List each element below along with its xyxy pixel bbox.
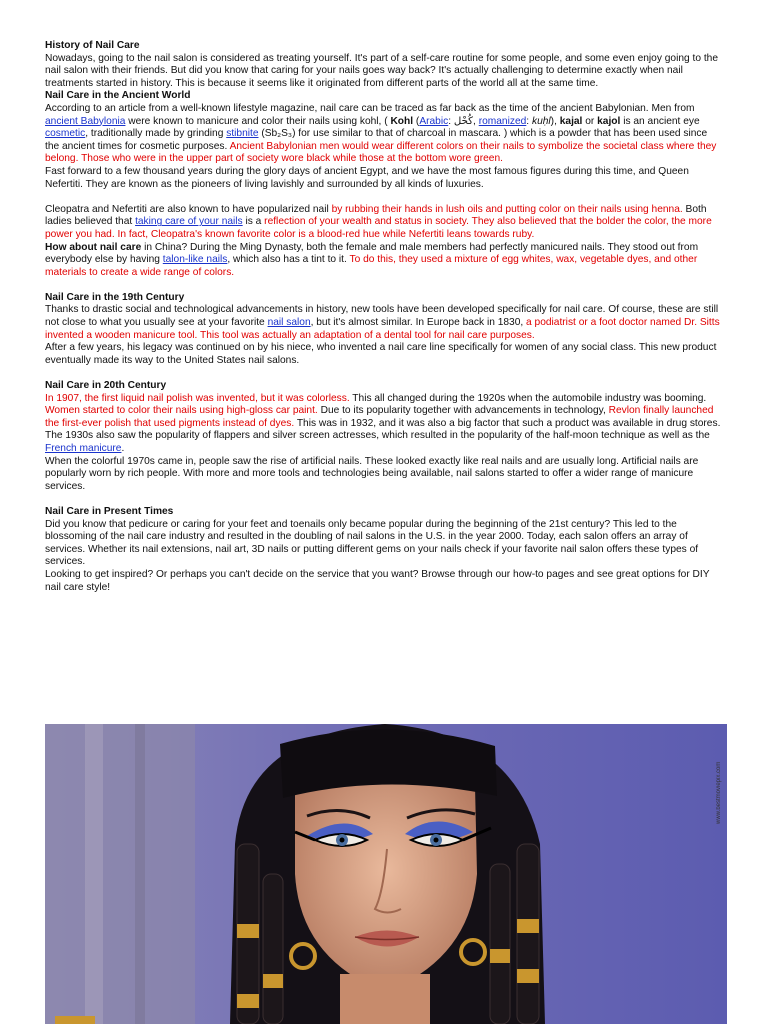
article-body bbox=[45, 40, 723, 594]
ancient-paragraph-3: Cleopatra and Nefertiti are also known to have popularized nail by rubbing their hands in lush oils and putting color on their nails using henna. Both ladies believed that taking care of your nails is a reflection of your wealth and status in society. They also believed that the bolder the color, the more power you had. In fact, Cleopatra's known favorite color is a blood-red hue while Nefertiti leans towards ruby. bbox=[45, 203, 712, 240]
ancient-paragraph-4: How about nail care in China? During the Ming Dynasty, both the female and male members had perfectly manicured nails. They stood out from everybody else by having talon-like nails, which also has a tint to it. To do this, they used a mixture of egg whites, wax, vegetable dyes, and other materials to create a wide range of colors. bbox=[45, 241, 699, 278]
link-ancient-babylonia[interactable]: ancient Babylonia bbox=[45, 115, 126, 127]
link-romanized[interactable]: romanized bbox=[478, 115, 527, 127]
ancient-paragraph-2: Fast forward to a few thousand years during the glory days of ancient Egypt, and we have the most famous figures during this time, and Queen Nefertiti. They are known as the pioneers of living lavishly and surrounded by all kinds of luxuries. bbox=[45, 165, 689, 190]
heading-ancient: Nail Care in the Ancient World bbox=[45, 90, 191, 102]
heading-present-times: Nail Care in Present Times bbox=[45, 505, 174, 517]
link-nail-salon[interactable]: nail salon bbox=[267, 317, 311, 329]
history-paragraph: Nowadays, going to the nail salon is considered as treating yourself. It's part of a self-care routine for some people, and some even enjoy going to the nail salon with their friends. But did you know that caring for your nails goes way back? It's actually challenging to determine exactly when nail treatments started in history. This is because it seems like it originated from different parts of the world all at the same time. bbox=[45, 52, 719, 89]
ancient-paragraph-1: According to an article from a well-known lifestyle magazine, nail care can be traced as far back as the time of the ancient Babylonian. Men from ancient Babylonia were known to manicure and color their nails using kohl, ( Kohl (Arabic: كُحْل, romanized: kuḥl), kajal or kajol is an ancient eye cosmetic, traditionally made by grinding stibnite (Sb₂S₃) for use similar to that of charcoal in mascara. ) which is a powder that has been used since the ancient times for cosmetic purposes. Ancient Babylonian men would wear different colors on their nails to symbolize the societal class where they belong. Those who were in the upper part of society wore black while those at the bottom wore green. bbox=[45, 102, 717, 165]
heading-19th-century: Nail Care in the 19th Century bbox=[45, 291, 185, 303]
heading-20th-century: Nail Care in 20th Century bbox=[45, 380, 167, 392]
cleopatra-photo bbox=[45, 724, 727, 1024]
present-paragraph-1: Did you know that pedicure or caring for your feet and toenails only became popular during the beginning of the 21st century? This led to the blossoming of the nail care industry and resulted in the doubling of nail salons in the U.S. in the year 2000. Today, each salon offers an array of services. Whether its nail extensions, nail art, 3D nails or putting different gems on your nails check if your favorite nail salon offers these types of services. bbox=[45, 518, 699, 568]
link-cosmetic[interactable]: cosmetic bbox=[45, 128, 86, 140]
link-stibnite[interactable]: stibnite bbox=[226, 128, 259, 140]
present-paragraph-2: Looking to get inspired? Or perhaps you can't decide on the service that you want? Browse through our how-to pages and see great options for DIY nail care style! bbox=[45, 568, 710, 593]
highlight-babylonian-colors: Ancient Babylonian men would wear different colors on their nails to symbolize the societal class where they belong. Those who were in the upper part of society wore black while those at the bottom wore green. bbox=[45, 140, 717, 165]
portrait-illustration bbox=[45, 724, 727, 1024]
link-taking-care[interactable]: taking care of your nails bbox=[135, 216, 243, 228]
link-french-manicure[interactable]: French manicure bbox=[45, 443, 122, 454]
c19-paragraph-1: Thanks to drastic social and technological advancements in history, new tools have been developed specifically for nail care. Of course, these are still not close to what you usually see at your favorite nail salon, but it's almost similar. In Europe back in 1830, a podiatrist or a foot doctor named Dr. Sitts invented a wooden manicure tool. This tool was actually an adaptation of a dental tool for nail care purposes. bbox=[45, 304, 720, 341]
heading-history: History of Nail Care bbox=[45, 40, 140, 51]
photo-credit: www.bestmoviepix.com bbox=[716, 761, 722, 824]
c19-paragraph-2: After a few years, his legacy was continued on by his niece, who invented a nail care line specifically for women of any social class. This new product eventually made its way to the United States nail salons. bbox=[45, 342, 717, 366]
c20-paragraph-2: When the colorful 1970s came in, people saw the rise of artificial nails. These looked exactly like real nails and are usually long. Artificial nails are popularly worn by rich people. With more and more tools and technologies being available, nail salons started to offer a wider range of manicure services. bbox=[45, 455, 699, 492]
c20-paragraph-1: In 1907, the first liquid nail polish was invented, but it was colorless. This all changed during the 1920s when the automobile industry was booming. Women started to color their nails using high-gloss car paint. Due to its popularity together with advancements in technology, Revlon finally launched the first-ever polish that used pigments instead of dyes. This was in 1932, and it was also a big factor that such a product was available in drug stores. The 1930s also saw the popularity of flappers and silver screen actresses, which resulted in the popularity of the half-moon technique as well as the French manicure. bbox=[45, 392, 721, 454]
link-arabic[interactable]: Arabic bbox=[419, 115, 449, 127]
link-talon-nails[interactable]: talon-like nails bbox=[162, 254, 228, 266]
